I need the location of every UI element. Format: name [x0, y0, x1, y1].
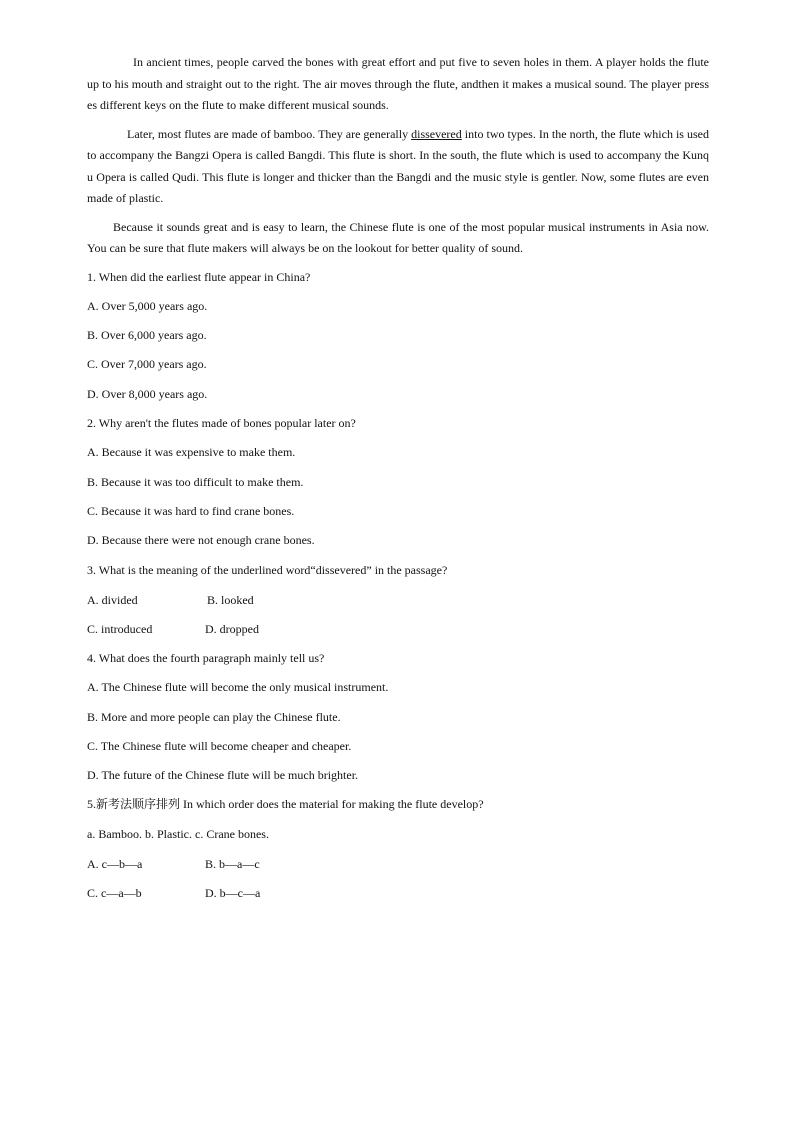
question-1-option-c[interactable]: C. Over 7,000 years ago. [87, 357, 207, 371]
passage-paragraph-1: In ancient times, people carved the bones with great effort and put five to seven holes in them. A player holds the flute up to his mouth and straight out to the right. The air moves through the flute, andthen it makes a musical sound. The player presses different keys on the flute to make different musical sounds. [87, 55, 709, 112]
question-3-option-d[interactable]: D. dropped [205, 622, 259, 636]
question-1-option-b[interactable]: B. Over 6,000 years ago. [87, 328, 207, 342]
question-2-option-c[interactable]: C. Because it was hard to find crane bones. [87, 504, 295, 518]
question-3-option-a[interactable]: A. divided [87, 593, 138, 607]
question-2-option-a[interactable]: A. Because it was expensive to make them. [87, 445, 296, 459]
question-5-option-c[interactable]: C. c—a—b [87, 886, 142, 900]
question-2-stem: 2. Why aren't the flutes made of bones popular later on? [87, 416, 356, 430]
passage-paragraph-2 [87, 124, 709, 210]
question-5-option-d[interactable]: D. b—c—a [205, 886, 261, 900]
passage-paragraph-3: Because it sounds great and is easy to learn, the Chinese flute is one of the most popular musical instruments in Asia now. You can be sure that flute makers will always be on the lookout for better quality of sound. [87, 219, 709, 255]
question-2-option-b[interactable]: B. Because it was too difficult to make them. [87, 475, 304, 489]
question-3-option-c[interactable]: C. introduced [87, 622, 153, 636]
paragraph-2-text-end: into two types. In the north, the flute which is used to accompany the Bangzi Opera is called Bangdi. This flute is short. In the south, the flute which is used to accompany the Kunqu Opera is called Qudi. This flute is longer and thicker than the Bangdi and the music style is gentler. Now, some flutes are even made of plastic. [87, 126, 709, 205]
question-1-option-a[interactable]: A. Over 5,000 years ago. [87, 299, 208, 313]
question-3-stem: 3. What is the meaning of the underlined word“dissevered” in the passage? [87, 563, 448, 577]
question-3-option-b[interactable]: B. looked [207, 593, 254, 607]
question-5-option-a[interactable]: A. c—b—a [87, 857, 143, 871]
paragraph-2-text-start: Later, most flutes are made of bamboo. They are generally [127, 126, 412, 141]
worksheet-page [87, 52, 709, 900]
question-4-option-c[interactable]: C. The Chinese flute will become cheaper and cheaper. [87, 739, 352, 753]
question-1-stem: 1. When did the earliest flute appear in China? [87, 270, 311, 284]
question-4-stem: 4. What does the fourth paragraph mainly tell us? [87, 651, 325, 665]
question-1-option-d[interactable]: D. Over 8,000 years ago. [87, 387, 208, 401]
question-2-option-d[interactable]: D. Because there were not enough crane bones. [87, 533, 315, 547]
question-5-option-b[interactable]: B. b—a—c [205, 857, 260, 871]
question-4-option-a[interactable]: A. The Chinese flute will become the only musical instrument. [87, 680, 389, 694]
question-4-option-d[interactable]: D. The future of the Chinese flute will be much brighter. [87, 768, 359, 782]
underlined-word: dissevered [411, 126, 462, 141]
question-5-items: a. Bamboo. b. Plastic. c. Crane bones. [87, 827, 269, 841]
question-5-stem: 5.新考法顺序排列 In which order does the material for making the flute develop? [87, 797, 484, 811]
question-4-option-b[interactable]: B. More and more people can play the Chinese flute. [87, 710, 341, 724]
